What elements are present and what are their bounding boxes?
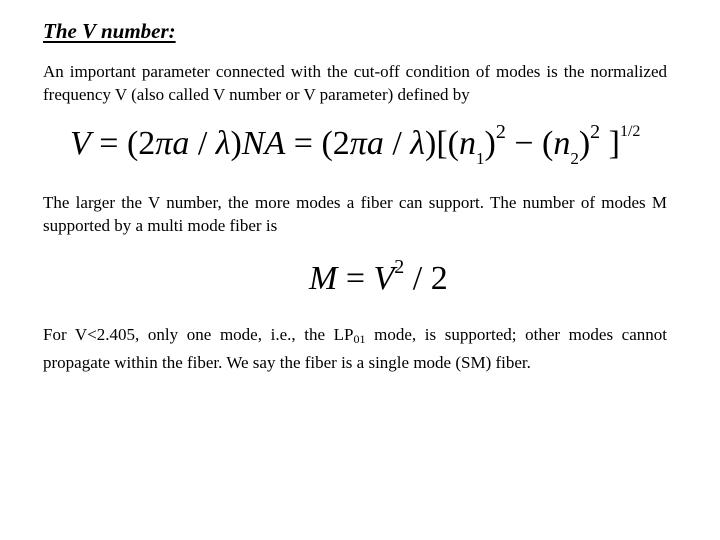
eq1-exp2: 2 (590, 121, 601, 143)
eq1-n2-sub: 2 (570, 149, 579, 168)
eq2-exp: 2 (394, 256, 405, 278)
eq1-n1-sub: 1 (476, 149, 485, 168)
eq2-V: V (373, 260, 395, 297)
eq1-lambda2: λ (410, 125, 426, 162)
eq1-n2: n (553, 125, 571, 162)
eq1-exp1: 2 (495, 121, 506, 143)
eq1-slash1: / (189, 125, 216, 162)
modes-equation (309, 257, 448, 296)
eq2-rest: / 2 (404, 260, 448, 297)
eq1-NA: NA (241, 125, 286, 162)
single-mode-paragraph (43, 323, 667, 374)
modes-paragraph: The larger the V number, the more modes a fiber can support. The number of modes M supported by a multi mode fiber is (43, 193, 667, 235)
eq1-pi2: π (349, 125, 367, 162)
page-title: The V number: (43, 19, 176, 43)
eq1-close1: ) (230, 125, 242, 162)
eq1-close4: ) (578, 125, 591, 162)
eq1-a1: a (172, 125, 190, 162)
eq1-V: V (70, 125, 91, 162)
eq1-pi1: π (155, 125, 173, 162)
eq2-M: M (309, 260, 338, 297)
p3-lp-subscript: 01 (353, 332, 366, 346)
eq1-exp-half: 1/2 (619, 123, 641, 140)
eq1-part-eq1: = (2 (90, 125, 156, 162)
eq1-n1: n (459, 125, 476, 162)
p3-part2: mode, is supported; other modes cannot propagate within the fiber. We say the fiber is a single mode (SM) fiber. (43, 325, 667, 372)
eq2-eq: = (337, 260, 374, 297)
eq1-close3: ) (484, 125, 496, 162)
p3-part1: For V<2.405, only one mode, i.e., the LP (43, 325, 354, 344)
eq1-a2: a (366, 125, 384, 162)
eq1-slash2: / (383, 125, 411, 162)
intro-paragraph: An important parameter connected with the cut-off condition of modes is the normalized frequency V (also called V number or V parameter) defined by (43, 62, 667, 104)
eq1-bracket: ] (600, 125, 620, 162)
eq1-minus: − ( (505, 125, 554, 162)
eq1-part-eq2: = (2 (285, 125, 350, 162)
eq1-close2: )[( (425, 125, 459, 162)
v-number-equation (70, 122, 640, 167)
eq1-lambda1: λ (215, 125, 231, 162)
